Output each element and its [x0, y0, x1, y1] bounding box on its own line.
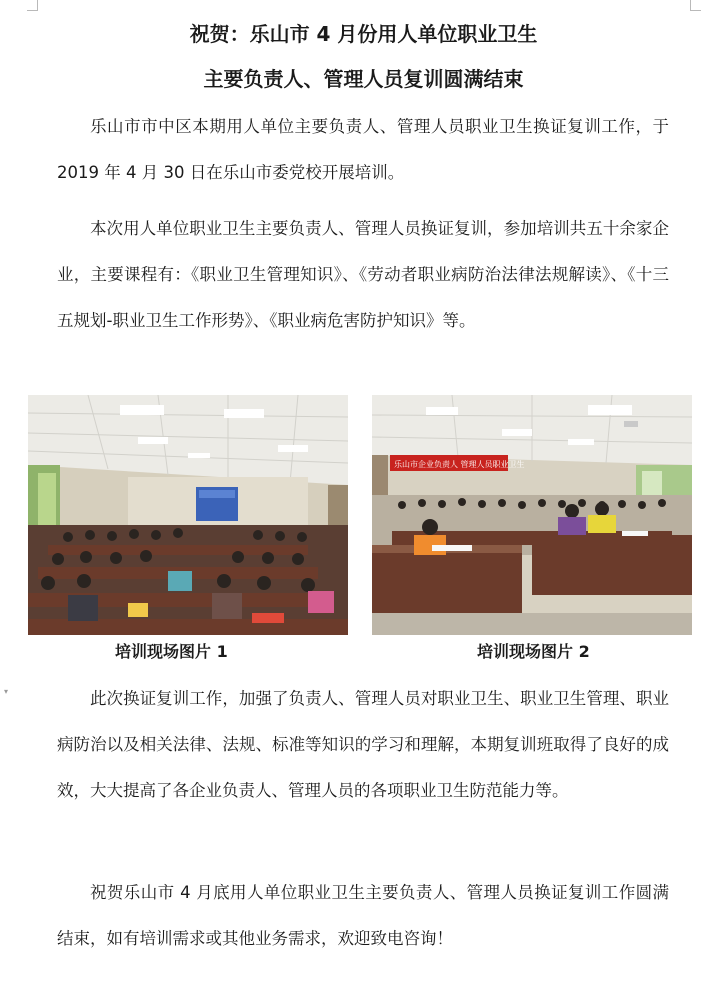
training-photo-1	[28, 395, 348, 635]
article-title-line-2: 主要负责人、管理人员复训圆满结束	[203, 67, 524, 91]
training-photo-2	[372, 395, 692, 635]
paragraph-courses: 本次用人单位职业卫生主要负责人、管理人员换证复训，参加培训共五十余家企业，主要课程有：《职业卫生管理知识》、《劳动者职业病防治法律法规解读》、《十三五规划-职业卫生工作形势》、《职业病危害防护知识》等。	[57, 219, 669, 330]
corner-crop-mark-icon	[690, 0, 701, 11]
banner-text: 乐山市企业负责人 管理人员职业卫生	[394, 460, 525, 469]
paragraph-congratulations: 祝贺乐山市 4 月底用人单位职业卫生主要负责人、管理人员换证复训工作圆满结束，如有培训需求或其他业务需求，欢迎致电咨询！	[57, 883, 669, 948]
paragraph-effects: 此次换证复训工作，加强了负责人、管理人员对职业卫生、职业卫生管理、职业病防治以及相关法律、法规、标准等知识的学习和理解，本期复训班取得了良好的成效，大大提高了各企业负责人、管理人员的各项职业卫生防范能力等。	[57, 689, 669, 800]
paragraph-intro: 乐山市市中区本期用人单位主要负责人、管理人员职业卫生换证复训工作，于 2019 年 4 月 30 日在乐山市委党校开展培训。	[57, 117, 669, 182]
photo-caption-1: 培训现场图片 1	[115, 642, 228, 661]
collapse-triangle-icon: ▾	[4, 687, 9, 696]
corner-crop-mark-icon	[27, 0, 38, 11]
photo-caption-2: 培训现场图片 2	[477, 642, 590, 661]
article-title-line-1: 祝贺：乐山市 4 月份用人单位职业卫生	[189, 22, 538, 46]
